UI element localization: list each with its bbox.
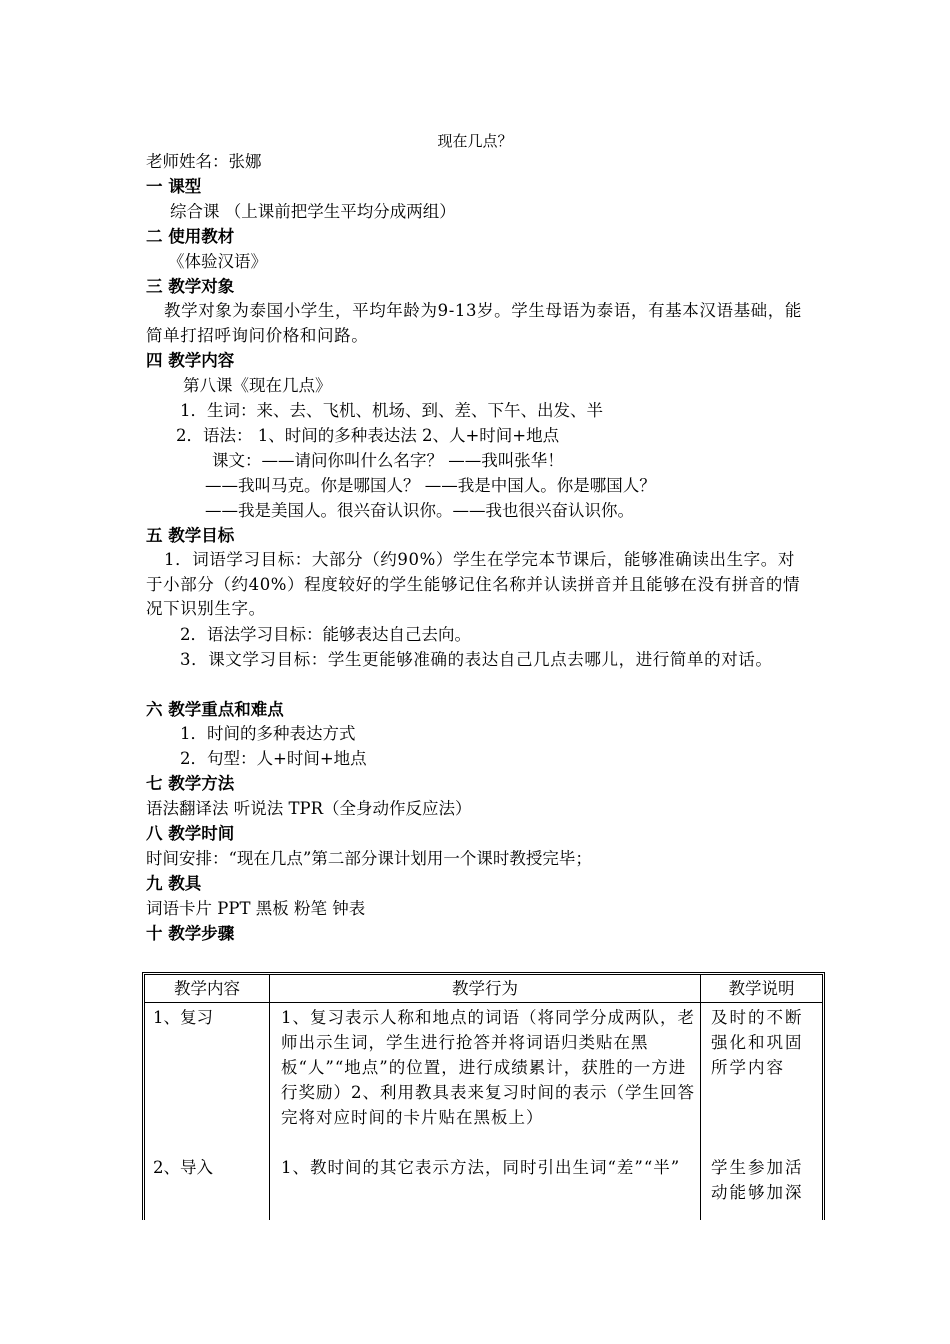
teacher-name: 老师姓名：张娜 — [146, 152, 262, 171]
table-header-action: 教学行为 — [452, 979, 518, 998]
table-cell-action-review: 1、复习表示人称和地点的词语（将同学分成两队，老师出示生词，学生进行抢答并将词语归类贴在黑板“人”“地点”的位置，进行成绩累计，获胜的一方进行奖励）2、利用教具表来复习时间的表示（学生回答完将对应时间的卡片贴在黑板上） — [281, 1008, 695, 1127]
text-dialogue-line-3: ——我是美国人。很兴奋认识你。——我也很兴奋认识你。 — [205, 501, 634, 520]
lesson-title: 第八课《现在几点》 — [183, 376, 332, 395]
textbook-name: 《体验汉语》 — [168, 252, 267, 271]
section-heading-8: 八 教学时间 — [146, 824, 235, 843]
course-type: 综合课 （上课前把学生平均分成两组） — [170, 202, 456, 221]
goal-text-paragraph: 3．课文学习目标：学生更能够准确的表达自己几点去哪儿，进行简单的对话。 — [180, 650, 773, 669]
time-arrangement: 时间安排：“现在几点”第二部分课计划用一个课时教授完毕； — [146, 849, 592, 868]
table-header-content: 教学内容 — [174, 979, 240, 998]
vocabulary-line: 1．生词：来、去、飞机、机场、到、差、下午、出发、半 — [180, 401, 603, 420]
table-cell-step-intro: 2、导入 — [153, 1158, 213, 1177]
document-title: 现在几点？ — [437, 132, 513, 150]
keypoint-line-1: 1．时间的多种表达方式 — [180, 724, 356, 743]
goal-grammar-line: 2．语法学习目标：能够表达自己去向。 — [180, 625, 471, 644]
section-heading-9: 九 教具 — [146, 874, 202, 893]
text-dialogue-line-2: ——我叫马克。你是哪国人？ ——我是中国人。你是哪国人？ — [205, 476, 656, 495]
section-heading-6: 六 教学重点和难点 — [146, 700, 284, 719]
section-heading-5: 五 教学目标 — [146, 526, 235, 545]
section-heading-10: 十 教学步骤 — [146, 924, 235, 943]
keypoint-line-2: 2．句型：人+时间+地点 — [180, 749, 367, 768]
table-cell-action-intro: 1、教时间的其它表示方法，同时引出生词“差”“半” — [281, 1158, 681, 1177]
table-header-divider — [145, 1002, 822, 1003]
table-cell-step-review: 1、复习 — [153, 1008, 213, 1027]
section-heading-2: 二 使用教材 — [146, 227, 235, 246]
section-heading-1: 一 课型 — [146, 177, 202, 196]
table-column-divider — [700, 975, 701, 1220]
section-heading-7: 七 教学方法 — [146, 774, 235, 793]
target-students-paragraph: 教学对象为泰国小学生，平均年龄为9-13岁。学生母语为泰语，有基本汉语基础，能简单打招呼询问价格和问路。 — [146, 301, 802, 345]
goal-vocabulary-paragraph: 1．词语学习目标：大部分（约90%）学生在学完本节课后，能够准确读出生字。对于小部分（约40%）程度较好的学生能够记住名称并认读拼音并且能够在没有拼音的情况下识别生字。 — [146, 550, 801, 619]
table-header-note: 教学说明 — [728, 979, 795, 998]
section-heading-4: 四 教学内容 — [146, 351, 235, 370]
teaching-aids: 词语卡片 PPT 黑板 粉笔 钟表 — [146, 899, 366, 918]
text-dialogue-line-1: 课文：——请问你叫什么名字？ ——我叫张华！ — [212, 451, 564, 470]
table-cell-note-intro: 学生参加活动能够加深 — [711, 1158, 804, 1202]
table-column-divider — [269, 975, 270, 1220]
teaching-steps-table — [142, 972, 825, 1220]
teaching-methods: 语法翻译法 听说法 TPR（全身动作反应法） — [146, 799, 472, 818]
section-heading-3: 三 教学对象 — [146, 277, 235, 296]
table-cell-note-review: 及时的不断强化和巩固所学内容 — [711, 1008, 804, 1077]
grammar-line: 2．语法： 1、时间的多种表达法 2、人+时间+地点 — [176, 426, 560, 445]
